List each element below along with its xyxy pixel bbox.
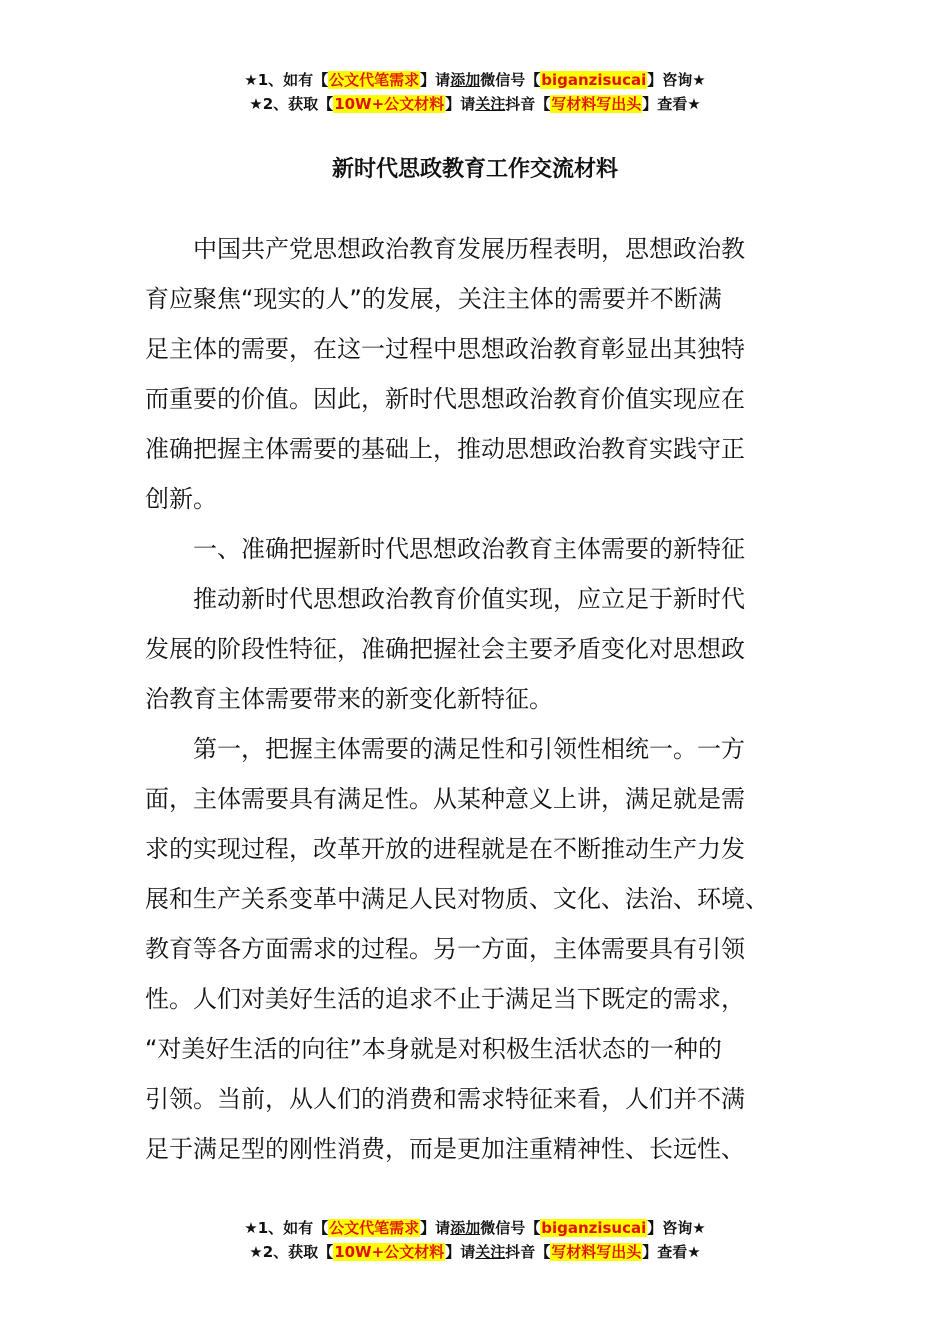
banner-highlight: 公文代笔需求: [329, 1219, 420, 1237]
banner-text: 】请: [420, 71, 451, 89]
body-line: 性。人们对美好生活的追求不止于满足当下既定的需求，: [145, 985, 745, 1013]
banner-text: ★1、如有【: [244, 1219, 329, 1237]
banner-highlight: 写材料写出头: [551, 1243, 642, 1261]
body-line: 治教育主体需要带来的新变化新特征。: [145, 685, 553, 713]
banner-text: 】请: [445, 1243, 476, 1261]
top-banner: [0, 68, 950, 116]
body-line: 中国共产党思想政治教育发展历程表明，思想政治教: [193, 235, 745, 263]
body-line: 足于满足型的刚性消费，而是更加注重精神性、长远性、: [145, 1135, 745, 1163]
document-body: [145, 224, 805, 1174]
body-line: 发展的阶段性特征，准确把握社会主要矛盾变化对思想政: [145, 635, 745, 663]
body-line: 而重要的价值。因此，新时代思想政治教育价值实现应在: [145, 385, 745, 413]
banner-highlight: biganzisucai: [541, 71, 647, 89]
banner-text: 】查看★: [642, 1243, 701, 1261]
body-line: 面，主体需要具有满足性。从某种意义上讲，满足就是需: [145, 785, 745, 813]
banner-highlight: 10W+公文材料: [334, 95, 445, 113]
body-line: 推动新时代思想政治教育价值实现，应立足于新时代: [193, 585, 745, 613]
banner-emphasis: 关注: [475, 1243, 506, 1261]
banner-highlight: 10W+公文材料: [334, 1243, 445, 1261]
banner-highlight: biganzisucai: [541, 1219, 647, 1237]
banner-text: 】咨询★: [647, 71, 706, 89]
banner-text: 微信号【: [480, 71, 541, 89]
banner-highlight: 公文代笔需求: [329, 71, 420, 89]
document-title: 新时代思政教育工作交流材料: [331, 157, 618, 182]
banner-line-2: [0, 92, 950, 116]
body-line: 展和生产关系变革中满足人民对物质、文化、法治、环境、: [145, 885, 769, 913]
body-line: 教育等各方面需求的过程。另一方面，主体需要具有引领: [145, 935, 745, 963]
body-line: 引领。当前，从人们的消费和需求特征来看，人们并不满: [145, 1085, 745, 1113]
banner-text: 】查看★: [642, 95, 701, 113]
banner-text: 】咨询★: [647, 1219, 706, 1237]
section-heading: 一、准确把握新时代思想政治教育主体需要的新特征: [193, 535, 745, 563]
banner-text: ★2、获取【: [249, 1243, 334, 1261]
banner-line-1: [0, 68, 950, 92]
body-line: 准确把握主体需要的基础上，推动思想政治教育实践守正: [145, 435, 745, 463]
body-line: 创新。: [145, 485, 217, 513]
body-line: 育应聚焦“现实的人”的发展，关注主体的需要并不断满: [145, 285, 722, 313]
banner-emphasis: 关注: [475, 95, 506, 113]
banner-text: 微信号【: [480, 1219, 541, 1237]
banner-line-1: [0, 1216, 950, 1240]
banner-emphasis: 添加: [450, 1219, 481, 1237]
body-line: 求的实现过程，改革开放的进程就是在不断推动生产力发: [145, 835, 745, 863]
bottom-banner: [0, 1216, 950, 1264]
banner-emphasis: 添加: [450, 71, 481, 89]
body-line: 第一，把握主体需要的满足性和引领性相统一。一方: [193, 735, 745, 763]
banner-text: 】请: [445, 95, 476, 113]
banner-text: 】请: [420, 1219, 451, 1237]
body-line: “对美好生活的向往”本身就是对积极生活状态的一种的: [145, 1035, 722, 1063]
banner-highlight: 写材料写出头: [551, 95, 642, 113]
banner-text: 抖音【: [505, 95, 551, 113]
banner-text: ★1、如有【: [244, 71, 329, 89]
body-line: 足主体的需要，在这一过程中思想政治教育彰显出其独特: [145, 335, 745, 363]
banner-text: ★2、获取【: [249, 95, 334, 113]
banner-line-2: [0, 1240, 950, 1264]
banner-text: 抖音【: [505, 1243, 551, 1261]
